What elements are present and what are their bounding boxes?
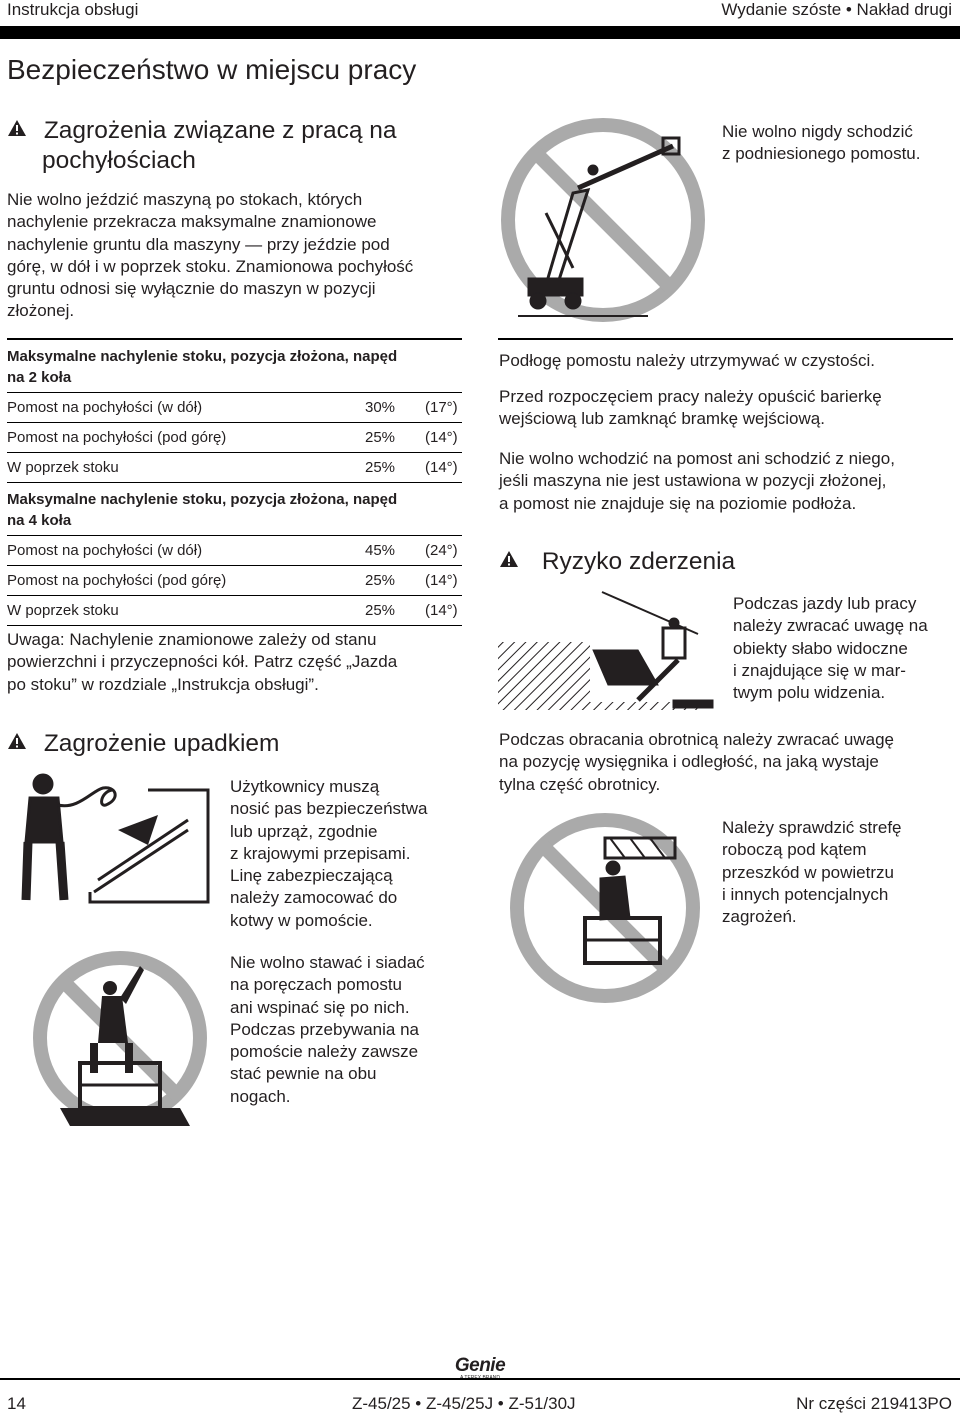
note-line: powierzchni i przyczepności kół. Patrz część „Jazda: [7, 652, 398, 672]
boarding-text: [499, 448, 954, 515]
table-row: [7, 566, 462, 596]
header-rule: [0, 26, 960, 39]
table-top-rule: [7, 338, 462, 340]
collision-line: Należy sprawdzić strefę: [722, 818, 902, 837]
collision-line: należy zwracać uwagę na: [733, 616, 928, 636]
fall-line: kotwy w pomoście.: [230, 910, 373, 930]
gate-line: Przed rozpoczęciem pracy należy opuścić barierkę: [499, 387, 882, 406]
table-row: [7, 393, 462, 423]
collision-heading-text: Ryzyko zderzenia: [541, 548, 736, 575]
row-degrees: (14°): [425, 429, 458, 446]
fall-line: należy zamocować do: [230, 888, 398, 908]
collision-line: przeszkód w powietrzu: [722, 862, 894, 882]
table1-header-line: na 2 koła: [7, 369, 72, 386]
slope-heading-line1: Zagrożenia związane z pracą na: [43, 117, 397, 144]
fall-text-1: [230, 776, 470, 932]
slope-line: nachylenie przekracza maksymalne znamionowe: [7, 212, 377, 232]
collision-text-3: [722, 817, 957, 928]
entry-gate-text: [499, 386, 954, 431]
collision-line: Podczas obracania obrotnicą należy zwracać uwagę: [499, 730, 895, 749]
logo-wordmark: Genie: [454, 1355, 506, 1376]
row-percent: 25%: [365, 572, 396, 589]
fall-line: nogach.: [230, 1086, 291, 1106]
row-label: Pomost na pochyłości (w dół): [7, 399, 203, 416]
collision-line: twym polu widzenia.: [733, 683, 886, 703]
slope-line: górę, w dół i w poprzek stoku. Znamionowa pochyłość: [7, 256, 414, 276]
slope-line: gruntu odnosi się wyłącznie do maszyn w pozycji: [7, 279, 376, 299]
boarding-line: a pomost nie znajduje się na poziomie podłoża.: [499, 493, 857, 513]
no-exit-elevated-illustration: [498, 118, 708, 323]
warning-icon: [7, 729, 29, 759]
page-title: Bezpieczeństwo w miejscu pracy: [7, 54, 417, 85]
fall-line: stać pewnie na obu: [230, 1064, 377, 1084]
row-degrees: (17°): [425, 399, 458, 416]
header-manual-title: Instrukcja obsługi: [7, 0, 139, 19]
slope-heading: [7, 116, 467, 176]
overhead-collision-illustration: [498, 590, 718, 710]
caption-line: Nie wolno nigdy schodzić: [722, 122, 913, 141]
row-degrees: (24°): [425, 542, 458, 559]
fall-line: z krajowymi przepisami.: [230, 843, 411, 863]
model-list: Z-45/25 • Z-45/25J • Z-51/30J: [352, 1394, 576, 1413]
row-label: Pomost na pochyłości (pod górę): [7, 572, 227, 589]
collision-line: obiekty słabo widoczne: [733, 638, 908, 658]
row-label: W poprzek stoku: [7, 602, 119, 619]
boarding-line: Nie wolno wchodzić na pomost ani schodzić z niego,: [499, 449, 895, 468]
collision-heading: [499, 547, 735, 577]
table2-header: [7, 489, 462, 531]
collision-line: i znajdujące się w mar-: [733, 660, 906, 680]
row-degrees: (14°): [425, 602, 458, 619]
table2-header-line: Maksymalne nachylenie stoku, pozycja złożona, napęd: [7, 491, 398, 508]
slope-heading-line2: pochyłościach: [42, 147, 196, 174]
right-rule: [498, 338, 953, 340]
table-row: [7, 596, 462, 626]
harness-illustration: [8, 770, 213, 905]
fall-line: Linę zabezpieczającą: [230, 866, 393, 886]
row-percent: 25%: [365, 459, 396, 476]
slope-paragraph: [7, 189, 467, 323]
note-line: po stoku” w rozdziale „Instrukcja obsługi”.: [7, 674, 319, 694]
table1-header-line: Maksymalne nachylenie stoku, pozycja złożona, napęd: [7, 348, 398, 365]
no-climbing-illustration: [30, 948, 210, 1128]
slope-line: nachylenie gruntu dla maszyny — przy jeździe pod: [7, 234, 390, 254]
gate-line: wejściową lub zamknąć bramkę wejściową.: [499, 409, 825, 429]
row-degrees: (14°): [425, 459, 458, 476]
table-row: [7, 423, 462, 453]
fall-line: pomoście należy zawsze: [230, 1042, 419, 1062]
note-line: Uwaga: Nachylenie znamionowe zależy od stanu: [7, 630, 377, 649]
row-label: W poprzek stoku: [7, 459, 119, 476]
collision-line: roboczą pod kątem: [722, 840, 867, 860]
row-label: Pomost na pochyłości (pod górę): [7, 429, 227, 446]
row-percent: 45%: [365, 542, 396, 559]
table-row: [7, 453, 462, 483]
part-number: Nr części 219413PO: [796, 1394, 952, 1413]
row-percent: 30%: [365, 399, 396, 416]
fall-line: Nie wolno stawać i siadać: [230, 953, 425, 972]
collision-line: Podczas jazdy lub pracy: [733, 594, 917, 613]
collision-line: zagrożeń.: [722, 907, 797, 927]
fall-line: na poręczach pomostu: [230, 975, 402, 995]
warning-icon: [7, 116, 29, 146]
fall-heading: [7, 729, 279, 759]
fall-line: Podczas przebywania na: [230, 1019, 420, 1039]
header-edition: Wydanie szóste • Nakład drugi: [721, 0, 952, 19]
slope-tables: [7, 338, 462, 626]
collision-text-1: [733, 593, 958, 704]
page-number: 14: [7, 1394, 26, 1413]
slope-line: złożonej.: [7, 301, 75, 321]
table-row: [7, 536, 462, 566]
collision-line: na pozycję wysięgnika i odległość, na jaką wystaje: [499, 752, 879, 772]
head-collision-illustration: [505, 808, 705, 1008]
slope-section: [7, 116, 467, 176]
collision-line: i innych potencjalnych: [722, 884, 889, 904]
footer-rule: [0, 1378, 960, 1380]
table1-header: [7, 346, 462, 388]
row-percent: 25%: [365, 429, 396, 446]
fall-text-2: [230, 952, 470, 1108]
row-label: Pomost na pochyłości (w dół): [7, 542, 203, 559]
fall-line: nosić pas bezpieczeństwa: [230, 799, 428, 819]
fall-line: Użytkownicy muszą: [230, 777, 380, 796]
boarding-line: jeśli maszyna nie jest ustawiona w pozycji złożonej,: [499, 471, 887, 491]
slope-note: [7, 629, 467, 696]
collision-line: tylna część obrotnicy.: [499, 774, 661, 794]
row-percent: 25%: [365, 602, 396, 619]
slope-line: Nie wolno jeździć maszyną po stokach, których: [7, 190, 363, 209]
caption-line: z podniesionego pomostu.: [722, 144, 921, 164]
collision-text-2: [499, 729, 954, 796]
fall-line: lub uprząż, zgodnie: [230, 821, 378, 841]
warning-icon: [499, 547, 521, 577]
platform-floor-text: Podłogę pomostu należy utrzymywać w czystości.: [499, 351, 876, 370]
table2-header-line: na 4 koła: [7, 512, 72, 529]
no-exit-caption: [722, 121, 957, 166]
fall-heading-text: Zagrożenie upadkiem: [43, 730, 280, 757]
row-degrees: (14°): [425, 572, 458, 589]
fall-line: ani wspinać się po nich.: [230, 997, 410, 1017]
